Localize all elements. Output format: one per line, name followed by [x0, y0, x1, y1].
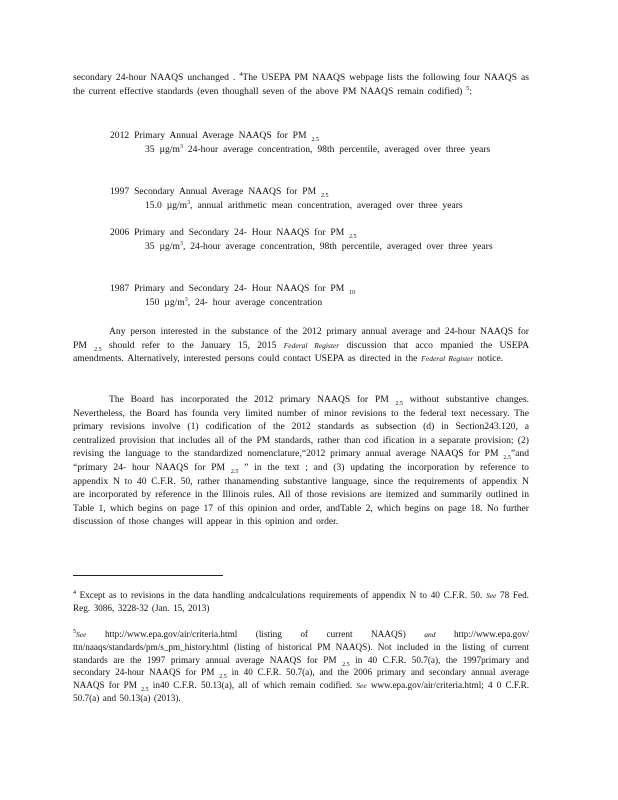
- standard-description: 15.0 $\mu g/m^3$, annual arithmetic mean concentration, averaged over three years: [145, 199, 463, 211]
- footnote-number: 5: [73, 628, 76, 635]
- standard-description: 150 $\mu g/m^3$, 24- hour average concentration: [145, 296, 323, 308]
- intro-text-a: secondary 24-hour NAAQS unchanged .: [73, 72, 236, 83]
- board-revisions-paragraph: The Board has incorporated the 2012 primary NAAQS for PM $_{2.5}$ without substantive changes. Nevertheless, the Board has founda very limited number of minor revisions to the federal text necessary. The primary revisions involve (1) codification of the 2012 standards as subsection (d) in Section243.120, a centralized provision that includes all of the PM standards, rather than cod ification in a separate provision; (2) revising the language to the standardized nomenclature,“2012 primary annual average NAAQS for PM $_{2.5}$”and “primary 24- hour NAAQS for PM $_{2.5}$ ” in the text ; and (3) updating the incorporation by reference to appendix N to 40 C.F.R. 50, rather thanamending substantive language, since the requirements of appendix N are incorporated by reference in the Illinois rules. All of those revisions are itemized and summarily outlined in Table 1, which begins on page 17 of this opinion and order, andTable 2, which begins on page 18. No further discussion of those changes will appear in this opinion and order.: [73, 394, 530, 528]
- footnote-number: 4: [73, 589, 76, 596]
- standard-title: 1987 Primary and Secondary 24- Hour NAAQS for PM $_{10}$: [110, 283, 356, 296]
- standard-item: [110, 185, 520, 212]
- standard-title: 2006 Primary and Secondary 24- Hour NAAQS for PM $_{2.5}$: [110, 227, 357, 240]
- standard-item: [110, 226, 520, 253]
- standard-item: [110, 129, 520, 156]
- intro-text-b: The USEPA PM NAAQS webpage lists the following four NAAQS as the current effective standards (even thoughall seven of the above PM NAAQS remain codified): [73, 72, 529, 97]
- standard-description: 35 $\mu g/m^3$, 24-hour average concentration, 98th percentile, averaged over three years: [145, 240, 493, 252]
- intro-text-c: :: [469, 85, 472, 97]
- standard-description: 35 $\mu g/m^3$ 24-hour average concentration, 98th percentile, averaged over three years: [145, 143, 491, 155]
- footnote-ref-5: 5: [466, 85, 470, 92]
- interested-persons-paragraph: Any person interested in the substance of the 2012 primary annual average and 24-hour NAAQS for PM $_{2.5}$ should refer to the January 15, 2015 Federal Register discussion that acco mpanied the USEPA amendments. Alternatively, interested persons could contact USEPA as directed in the Federal Register notice.: [73, 326, 529, 365]
- standard-title: 2012 Primary Annual Average NAAQS for PM $_{2.5}$: [110, 130, 319, 143]
- footnote-5: $^5$See http://www.epa.gov/air/criteria.html (listing of current NAAQS) and http://www.epa.gov/ ttn/naaqs/standards/pm/s_pm_history.html (listing of historical PM NAAQS). Not included in the listing of current standards are the 1997 primary annual average NAAQS for PM $_{2.5}$ in 40 C.F.R. 50.7(a), the 1997primary and secondary 24-hour NAAQS for PM $_{2.5}$ in 40 C.F.R. 50.7(a), and the 2006 primary and secondary annual average NAAQS for PM $_{2.5}$ in40 C.F.R. 50.13(a), all of which remain codified. See www.epa.gov/air/criteria.html; 4 0 C.F.R. 50.7(a) and 50.13(a) (2013).: [73, 628, 529, 704]
- standard-title: 1997 Secondary Annual Average NAAQS for PM $_{2.5}$: [110, 186, 329, 199]
- federal-register-citation: Federal Register: [421, 354, 474, 364]
- federal-register-citation: Federal Register: [283, 340, 340, 350]
- footnote-4: $^4$ Except as to revisions in the data handling andcalculations requirements of appendix N to 40 C.F.R. 50. See 78 Fed. Reg. 3086, 3228-32 (Jan. 15, 2013): [73, 589, 529, 614]
- footnote-separator: [73, 575, 223, 576]
- standard-item: [110, 282, 520, 309]
- intro-paragraph: [73, 71, 529, 98]
- footnote-ref-4: 4: [239, 71, 243, 78]
